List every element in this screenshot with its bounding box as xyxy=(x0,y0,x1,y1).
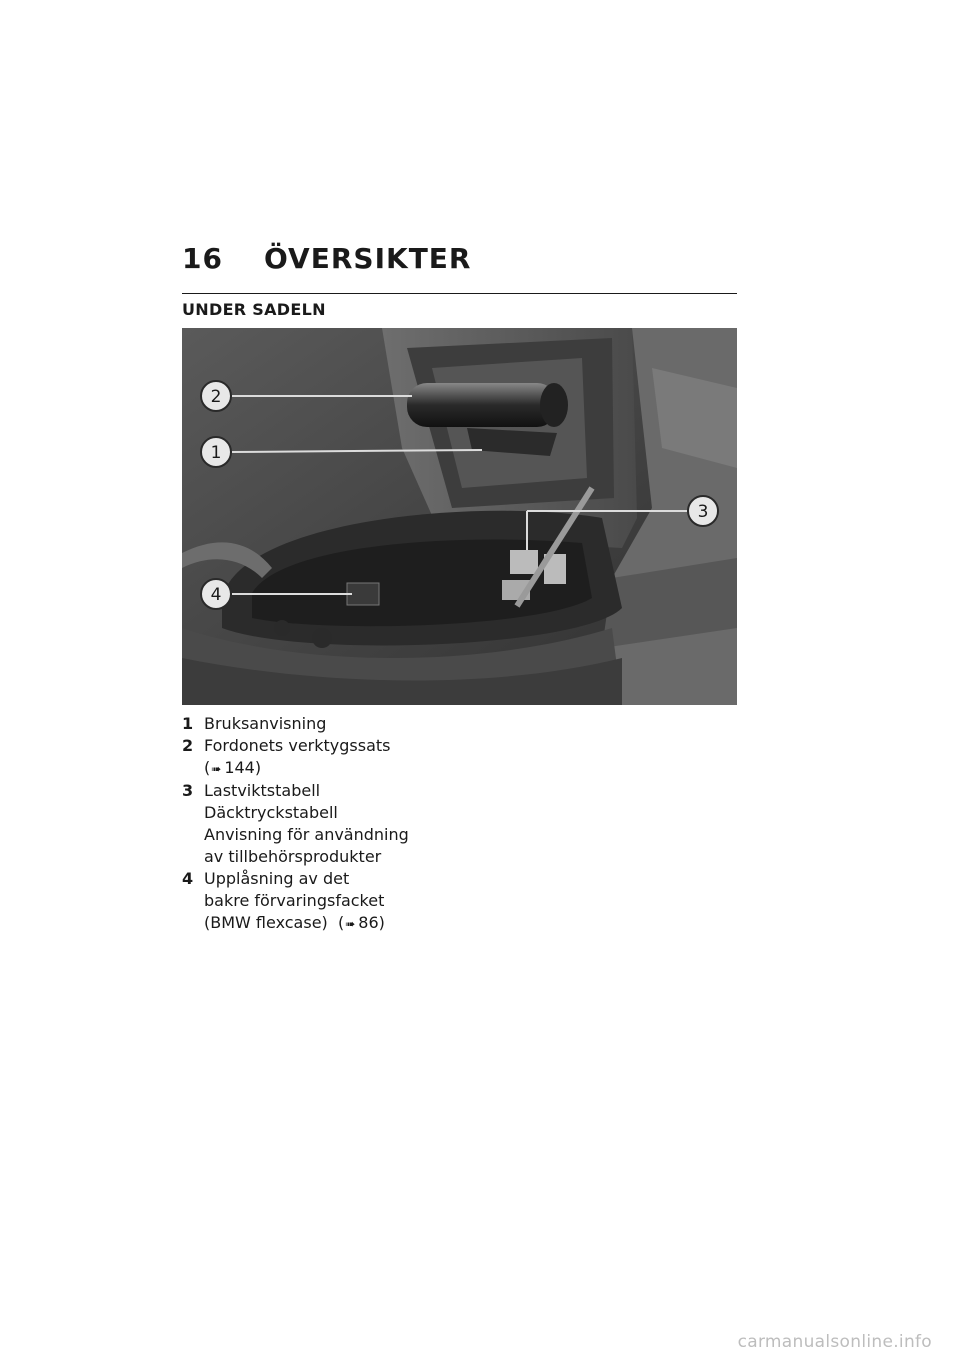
callout-1 xyxy=(201,437,231,467)
ref-page: 86 xyxy=(358,913,379,932)
header-rule xyxy=(182,293,737,294)
page-ref-arrow-icon: ➠ xyxy=(211,762,222,776)
page-ref-arrow-icon: ➠ xyxy=(345,917,356,931)
legend xyxy=(182,713,522,935)
svg-text:3: 3 xyxy=(697,502,709,522)
legend-text: Bruksanvisning xyxy=(204,714,327,733)
legend-number: 2 xyxy=(182,736,194,755)
watermark: carmanualsonline.info xyxy=(737,1332,932,1352)
svg-text:4: 4 xyxy=(210,585,222,605)
legend-text: Upplåsning av det xyxy=(204,869,350,888)
legend-number: 1 xyxy=(182,714,194,733)
legend-text: Lastviktstabell xyxy=(204,781,321,800)
legend-text: Däcktryckstabell xyxy=(204,803,338,822)
page-reference[interactable]: (BMW flexcase) (➠ 86) xyxy=(204,912,522,935)
svg-text:1: 1 xyxy=(210,443,222,463)
section-title: UNDER SADELN xyxy=(182,300,326,319)
page-reference[interactable]: (➠ 144) xyxy=(204,757,522,780)
page-header xyxy=(182,241,737,277)
callout-4 xyxy=(201,579,231,609)
ref-page: 144 xyxy=(224,758,255,777)
legend-number: 4 xyxy=(182,869,194,888)
callout-2 xyxy=(201,381,231,411)
legend-item xyxy=(182,868,522,935)
legend-text: Fordonets verktygssats xyxy=(204,736,391,755)
svg-text:2: 2 xyxy=(210,387,222,407)
legend-text: av tillbehörsprodukter xyxy=(204,847,382,866)
legend-item xyxy=(182,735,522,780)
ref-prefix: (BMW flexcase) xyxy=(204,913,328,932)
chapter-title: ÖVERSIKTER xyxy=(264,242,472,275)
legend-text: Anvisning för användning xyxy=(204,825,409,844)
under-seat-illustration xyxy=(182,328,737,705)
legend-item xyxy=(182,780,522,868)
callout-3 xyxy=(688,496,718,526)
legend-number: 3 xyxy=(182,781,194,800)
page-number: 16 xyxy=(182,242,223,275)
legend-item xyxy=(182,713,522,735)
under-seat-photo xyxy=(182,328,737,705)
legend-text: bakre förvaringsfacket xyxy=(204,891,385,910)
